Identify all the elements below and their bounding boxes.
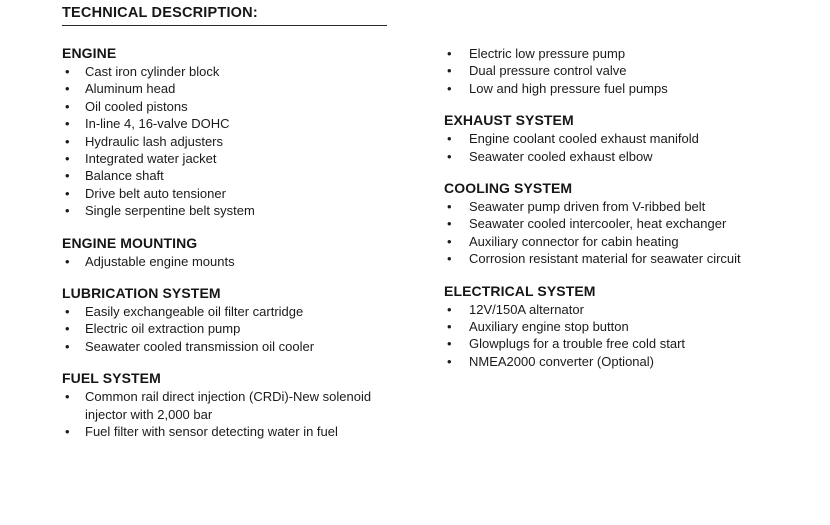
bullet-item [62, 202, 385, 219]
section-heading-engine-mounting: ENGINE MOUNTING [62, 234, 198, 251]
section-exhaust-system [444, 112, 830, 165]
bullet-item [62, 63, 385, 80]
bullet-text: Seawater pump driven from V-ribbed belt [469, 199, 706, 215]
bullet-text: Cast iron cylinder block [85, 64, 220, 79]
fuel-system-continued-bullet-list [444, 45, 830, 97]
bullet-text: NMEA2000 converter (Optional) [469, 353, 654, 369]
bullet-icon: • [65, 338, 70, 354]
bullet-item [62, 320, 385, 337]
bullet-icon: • [65, 424, 70, 440]
bullet-icon: • [65, 389, 70, 405]
left-column [62, 45, 444, 456]
bullet-icon: • [447, 63, 452, 79]
bullet-text: Easily exchangeable oil filter cartridge [85, 304, 304, 320]
lubrication-bullet-list [62, 303, 444, 355]
bullet-icon: • [447, 353, 452, 369]
bullet-icon: • [65, 203, 70, 219]
bullet-icon: • [447, 251, 452, 267]
bullet-icon: • [447, 301, 452, 317]
bullet-icon: • [447, 148, 452, 164]
bullet-text: Single serpentine belt system [85, 203, 255, 219]
right-column [444, 45, 830, 385]
bullet-text: Electric oil extraction pump [85, 321, 241, 337]
bullet-icon: • [65, 304, 70, 320]
bullet-icon: • [65, 116, 70, 132]
bullet-item [62, 185, 385, 202]
bullet-item [444, 335, 799, 352]
bullet-item [62, 338, 385, 355]
section-engine-mounting [62, 235, 444, 270]
bullet-text: Seawater cooled intercooler, heat exchanger [469, 216, 727, 232]
bullet-text: Electric low pressure pump [469, 46, 626, 61]
section-engine [62, 45, 444, 220]
engine-mounting-bullet-list [62, 253, 444, 270]
bullet-icon: • [447, 319, 452, 335]
bullet-item [444, 45, 799, 62]
bullet-icon: • [447, 233, 452, 249]
fuel-system-bullet-list [62, 388, 444, 440]
bullet-item [62, 133, 385, 150]
bullet-text: Hydraulic lash adjusters [85, 133, 224, 149]
bullet-item [444, 62, 799, 79]
bullet-text: Drive belt auto tensioner [85, 185, 226, 201]
bullet-item [62, 253, 385, 270]
document-header [62, 5, 387, 26]
bullet-text: Aluminum head [85, 81, 176, 97]
engine-bullet-list [62, 63, 444, 220]
bullet-text: Balance shaft [85, 168, 164, 184]
bullet-item [444, 148, 799, 165]
bullet-icon: • [65, 185, 70, 201]
section-lubrication-system [62, 285, 444, 355]
bullet-item [444, 301, 799, 318]
section-fuel-system-continued [444, 45, 830, 97]
bullet-item [444, 130, 799, 147]
bullet-icon: • [65, 133, 70, 149]
bullet-item [444, 198, 799, 215]
section-electrical-system [444, 283, 830, 371]
bullet-icon: • [65, 151, 70, 167]
section-heading-electrical-system: ELECTRICAL SYSTEM [444, 282, 596, 299]
section-heading-engine: ENGINE [62, 45, 117, 61]
bullet-text: Oil cooled pistons [85, 98, 188, 114]
bullet-text: Seawater cooled exhaust elbow [469, 148, 653, 164]
bullet-text: In-line 4, 16-valve DOHC [85, 116, 230, 132]
bullet-item [62, 150, 385, 167]
bullet-item [444, 215, 799, 232]
bullet-icon: • [65, 321, 70, 337]
bullet-text: Corrosion resistant material for seawater circuit [469, 251, 741, 267]
section-fuel-system [62, 370, 444, 440]
page-title: TECHNICAL DESCRIPTION: [62, 5, 258, 21]
bullet-text: Auxiliary connector for cabin heating [469, 233, 679, 249]
bullet-icon: • [447, 131, 452, 147]
bullet-icon: • [65, 168, 70, 184]
bullet-text: Common rail direct injection (CRDi)-New solenoid injector with 2,000 bar [85, 389, 372, 422]
bullet-text: Glowplugs for a trouble free cold start [469, 336, 686, 352]
bullet-icon: • [65, 98, 70, 114]
bullet-item [62, 115, 385, 132]
bullet-item [62, 388, 385, 423]
bullet-icon: • [447, 336, 452, 352]
bullet-text: 12V/150A alternator [469, 301, 584, 317]
bullet-text: Dual pressure control valve [469, 63, 627, 79]
bullet-icon: • [447, 199, 452, 215]
section-heading-exhaust-system: EXHAUST SYSTEM [444, 112, 574, 129]
cooling-bullet-list [444, 198, 830, 268]
section-cooling-system [444, 180, 830, 268]
bullet-item [444, 80, 799, 97]
electrical-bullet-list [444, 301, 830, 371]
bullet-icon: • [447, 80, 452, 96]
bullet-item [444, 250, 799, 267]
bullet-item [62, 303, 385, 320]
bullet-icon: • [65, 81, 70, 97]
section-heading-lubrication-system: LUBRICATION SYSTEM [62, 285, 221, 302]
bullet-icon: • [447, 46, 452, 61]
bullet-item [444, 353, 799, 370]
bullet-item [62, 423, 385, 440]
content-columns [62, 45, 830, 456]
bullet-text: Seawater cooled transmission oil cooler [85, 338, 315, 354]
bullet-icon: • [65, 64, 70, 79]
section-heading-cooling-system: COOLING SYSTEM [444, 180, 573, 197]
bullet-item [62, 167, 385, 184]
bullet-text: Auxiliary engine stop button [469, 319, 629, 335]
bullet-item [444, 233, 799, 250]
bullet-text: Adjustable engine mounts [85, 253, 235, 269]
exhaust-bullet-list [444, 130, 830, 165]
bullet-item [444, 318, 799, 335]
bullet-text: Fuel filter with sensor detecting water in fuel [85, 424, 338, 440]
bullet-text: Integrated water jacket [85, 151, 217, 167]
section-heading-fuel-system: FUEL SYSTEM [62, 370, 161, 387]
bullet-text: Low and high pressure fuel pumps [469, 80, 668, 96]
bullet-icon: • [447, 216, 452, 232]
bullet-item [62, 80, 385, 97]
bullet-item [62, 98, 385, 115]
bullet-text: Engine coolant cooled exhaust manifold [469, 131, 699, 147]
bullet-icon: • [65, 253, 70, 269]
